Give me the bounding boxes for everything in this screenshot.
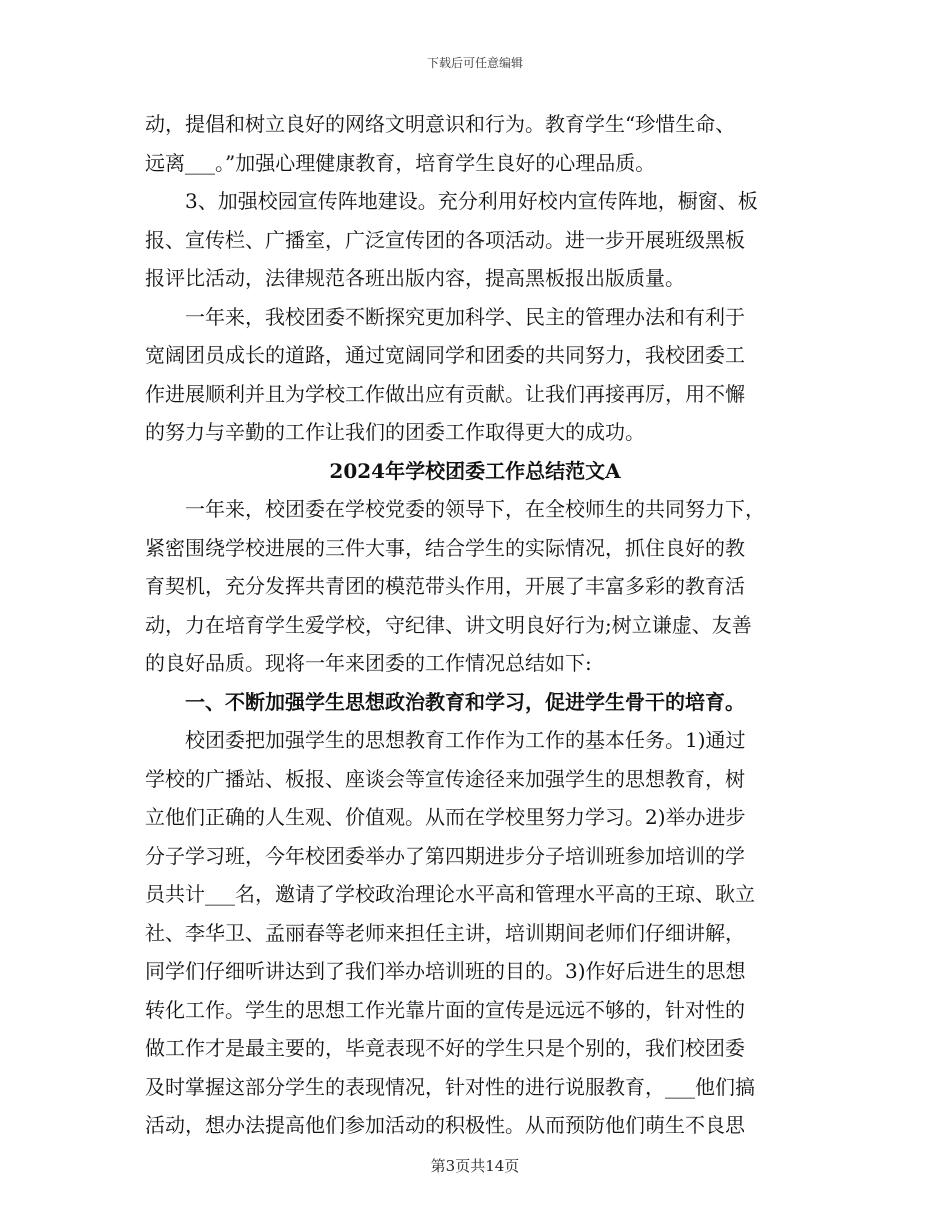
document-body [145, 105, 805, 1145]
body-line: 远离___。”加强心理健康教育，培育学生良好的心理品质。 [145, 150, 656, 175]
body-line: 报评比活动，法律规范各班出版内容，提高黑板报出版质量。 [145, 266, 685, 290]
page-header: 下载后可任意编辑 [426, 56, 523, 70]
body-line: 活动，想办法提高他们参加活动的积极性。从而预防他们萌生不良思 [145, 1113, 745, 1137]
body-line: 紧密围绕学校进展的三件大事，结合学生的实际情况，抓住良好的教 [145, 535, 745, 560]
section-title: 2024年学校团委工作总结范文A [329, 458, 621, 483]
body-line: 学校的广播站、板报、座谈会等宣传途径来加强学生的思想教育，树 [145, 766, 745, 791]
paragraph-start: 一年来，我校团委不断探究更加科学、民主的管理办法和有利于 [185, 304, 745, 329]
body-line: 育契机，充分发挥共青团的模范带头作用，开展了丰富多彩的教育活 [145, 574, 745, 598]
body-line: 的良好品质。现将一年来团委的工作情况总结如下: [145, 651, 592, 675]
body-line: 宽阔团员成长的道路，通过宽阔同学和团委的共同努力，我校团委工 [145, 343, 745, 367]
body-line: 作进展顺利并且为学校工作做出应有贡献。让我们再接再厉，用不懈 [145, 381, 745, 406]
body-line: 同学们仔细听讲达到了我们举办培训班的目的。3)作好后进生的思想 [145, 959, 746, 983]
body-line: 社、李华卫、孟丽春等老师来担任主讲，培训期间老师们仔细讲解， [145, 920, 745, 945]
body-line: 立他们正确的人生观、价值观。从而在学校里努力学习。2)举办进步 [145, 805, 746, 829]
body-line: 转化工作。学生的思想工作光靠片面的宣传是远远不够的，针对性的 [145, 997, 745, 1022]
body-line: 分子学习班，今年校团委举办了第四期进步分子培训班参加培训的学 [145, 843, 745, 868]
body-line: 及时掌握这部分学生的表现情况，针对性的进行说服教育，___他们搞 [145, 1074, 755, 1099]
body-line: 做工作才是最主要的，毕竟表现不好的学生只是个别的，我们校团委 [145, 1036, 745, 1060]
paragraph-start: 一年来，校团委在学校党委的领导下，在全校师生的共同努力下， [185, 497, 765, 521]
paragraph-start: 3、加强校园宣传阵地建设。充分利用好校内宣传阵地，橱窗、板 [185, 189, 758, 213]
subsection-heading: 一、不断加强学生思想政治教育和学习，促进学生骨干的培育。 [185, 689, 745, 714]
body-line: 的努力与辛勤的工作让我们的团委工作取得更大的成功。 [145, 420, 645, 444]
body-line: 动，提倡和树立良好的网络文明意识和行为。教育学生“珍惜生命、 [145, 112, 736, 136]
body-line: 报、宣传栏、广播室，广泛宣传团的各项活动。进一步开展班级黑板 [145, 227, 745, 252]
body-line: 动，力在培育学生爱学校，守纪律、讲文明良好行为;树立谦虚、友善 [145, 612, 752, 637]
paragraph-start: 校团委把加强学生的思想教育工作作为工作的基本任务。1)通过 [185, 728, 746, 752]
page-footer: 第3页共14页 [430, 1157, 520, 1175]
body-line: 员共计___名，邀请了学校政治理论水平高和管理水平高的王琼、耿立 [145, 882, 755, 906]
